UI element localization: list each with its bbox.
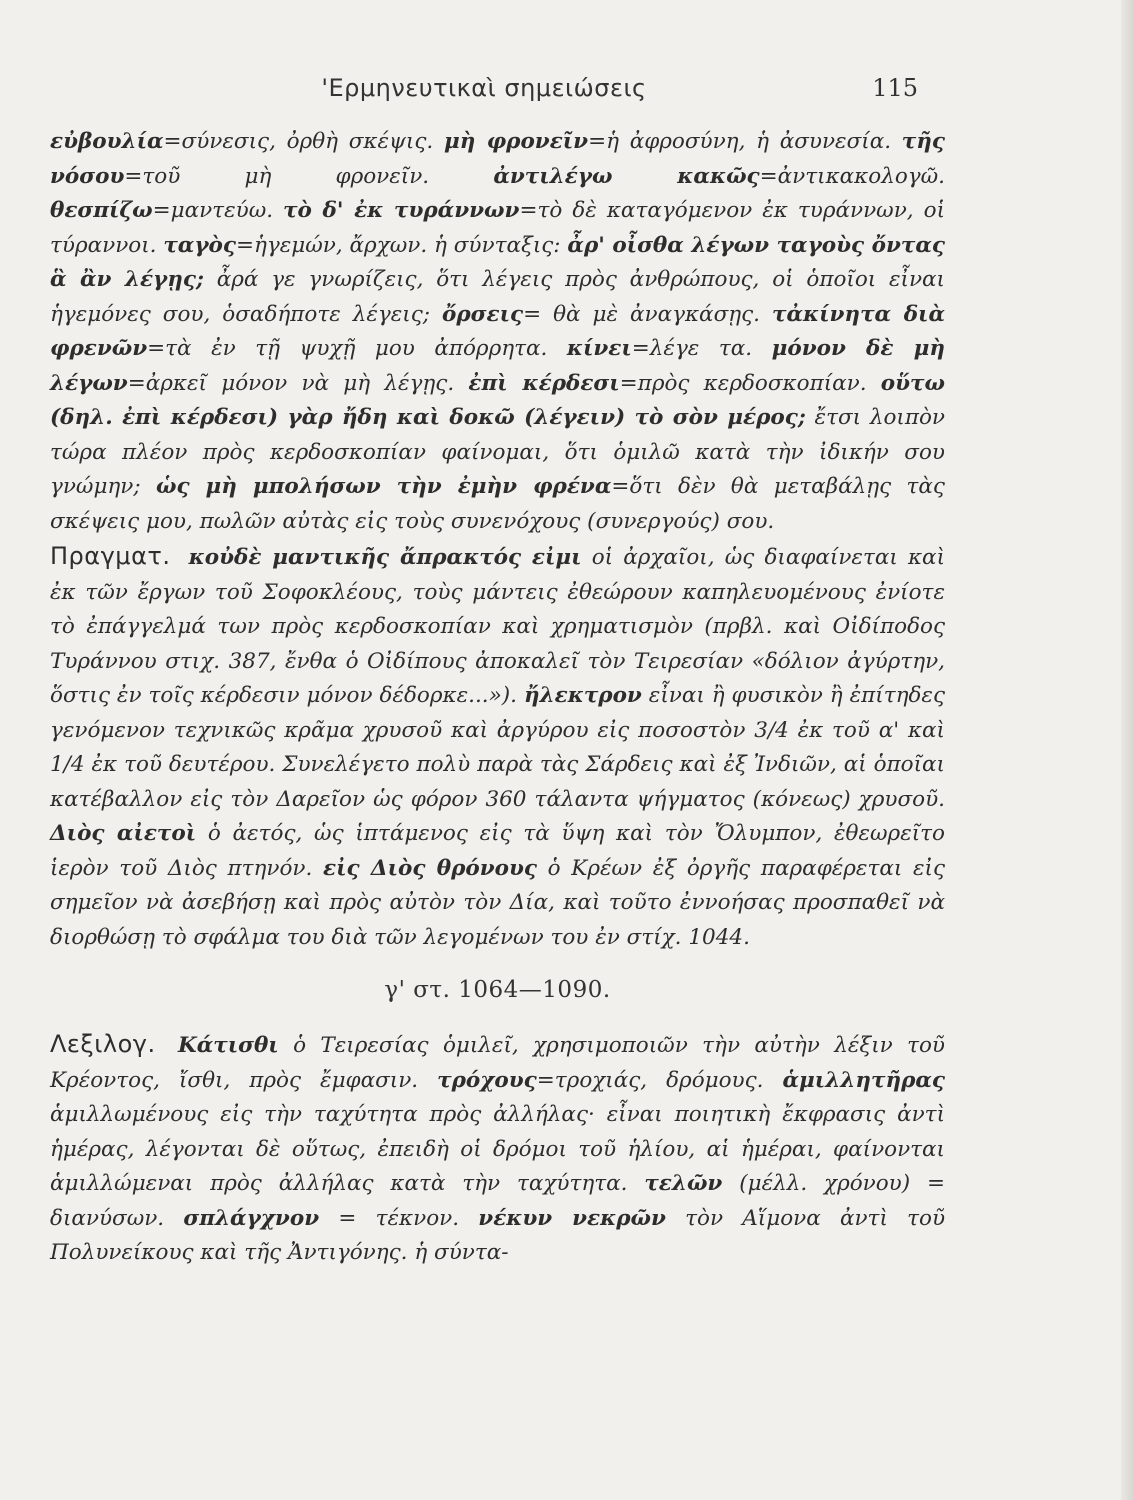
text-run: =λέγε τα. bbox=[631, 336, 772, 361]
bold-term: εἰς Διὸς θρόνους bbox=[323, 855, 537, 881]
text-run: ἔτσι λοιπὸν τώρα πλέον πρὸς κερδοσκοπίαν φαίνομαι, ὅτι ὁμιλῶ κατὰ τὴν ἰδικήν σου γνώμην; bbox=[50, 405, 945, 499]
bold-term: τελῶν bbox=[644, 1171, 723, 1196]
text-run: = τέκνον. bbox=[319, 1205, 479, 1231]
bold-term: κίνει bbox=[566, 336, 632, 361]
text-run: =τοῦ μὴ φρονεῖν. bbox=[124, 163, 494, 189]
bold-term: νέκυν νεκρῶν bbox=[478, 1205, 666, 1231]
bold-term: ἐπὶ κέρδεσι bbox=[468, 370, 620, 396]
text-run: τὸν Αἵμονα ἀντὶ τοῦ Πολυνείκους καὶ τῆς Ἀντιγόνης. ἡ σύντα- bbox=[50, 1205, 946, 1265]
text-run: =ἀρκεῖ μόνον νὰ μὴ λέγῃς. bbox=[127, 370, 469, 396]
running-title: 'Ερμηνευτικαὶ σημειώσεις bbox=[321, 74, 647, 102]
page-number: 115 bbox=[872, 74, 918, 102]
paragraph-lexicon bbox=[50, 1027, 945, 1271]
bold-term: ἀντιλέγω κακῶς bbox=[493, 163, 760, 189]
bold-term: μὴ φρονεῖν bbox=[443, 129, 589, 154]
text-run: ἆρά γε γνωρίζεις, ὅτι λέγεις πρὸς ἀνθρώπους, οἱ ὁποῖοι εἶναι ἡγεμόνες σου, ὁσαδήποτε λέγεις; bbox=[50, 267, 945, 327]
paragraph-lead-label: Λεξιλογ. bbox=[50, 1030, 156, 1058]
bold-term: Κάτισθι bbox=[178, 1033, 279, 1058]
section-title: γ' στ. 1064—1090. bbox=[384, 977, 611, 1003]
text-run: =τροχιάς, δρόμους. bbox=[536, 1067, 783, 1093]
text-run: =πρὸς κερδοσκοπίαν. bbox=[619, 370, 881, 396]
text-run: ὁ Κρέων ἐξ ὀργῆς παραφέρεται εἰς σημεῖον νὰ ἀσεβήσῃ καὶ πρὸς αὐτὸν τὸν Δία, καὶ τοῦτο ἐννοήσας προσπαθεῖ νὰ διορθώσῃ τὸ σφάλμα του διὰ τῶν λεγομένων του ἐν στίχ. 1044. bbox=[50, 855, 945, 950]
bold-term: ὡς μὴ μπολήσων τὴν ἐμὴν φρένα bbox=[155, 474, 612, 499]
text-run: ὁ ἀετός, ὡς ἱπτάμενος εἰς τὰ ὕψη καὶ τὸν Ὄλυμπον, ἐθεωρεῖτο ἱερὸν τοῦ Διὸς πτηνόν. bbox=[50, 821, 946, 881]
paragraph-vocabulary bbox=[50, 125, 945, 539]
bold-term: τἀκίνητα διὰ φρενῶν bbox=[50, 301, 945, 361]
page-header bbox=[50, 74, 918, 104]
text-run: (μέλλ. χρόνου) = διανύσων. bbox=[50, 1171, 945, 1231]
paragraph-lead-label: Πραγματ. bbox=[50, 542, 171, 570]
text-run: =σύνεσις, ὀρθὴ σκέψις. bbox=[163, 129, 444, 154]
bold-term: κοὐδὲ μαντικῆς ἄπρακτός εἰμι bbox=[188, 545, 582, 570]
text-run: οἱ ἀρχαῖοι, ὡς διαφαίνεται καὶ ἐκ τῶν ἔργων τοῦ Σοφοκλέους, τοὺς μάντεις ἐθεώρουν καπηλευομένους ἐνίοτε τὸ ἐπάγγελμά των πρὸς κερδοσκοπίαν καὶ χρηματισμὸν (πρβλ. καὶ Οἰδίποδος Τυράννου στιχ. 387, ἔνθα ὁ Οἰδίπους ἀποκαλεῖ τὸν Τειρεσίαν «δόλιον ἀγύρτην, ὅστις ἐν τοῖς κέρδεσιν μόνον δέδορκε...»). bbox=[50, 545, 946, 708]
text-run: =ἀντικακολογῶ. bbox=[759, 163, 946, 189]
text-run: =ἡγεμών, ἄρχων. ἡ σύνταξις: bbox=[235, 232, 568, 258]
bold-term: ταγὸς bbox=[163, 232, 236, 258]
text-run: =ὅτι δὲν θὰ μεταβάλῃς τὰς σκέψεις μου, πωλῶν αὐτὰς εἰς τοὺς συνενόχους (συνεργούς) σου. bbox=[50, 474, 945, 534]
text-run: =τὸ δὲ καταγόμενον ἐκ τυράννων, οἱ τύραννοι. bbox=[50, 198, 945, 258]
bold-term: τρόχους bbox=[437, 1067, 537, 1093]
bold-term: οὕτω (δηλ. ἐπὶ κέρδεσι) γὰρ ἤδη καὶ δοκῶ (λέγειν) τὸ σὸν μέρος; bbox=[50, 370, 945, 430]
text-run: ὁ Τειρεσίας ὁμιλεῖ, χρησιμοποιῶν τὴν αὐτὴν λέξιν τοῦ Κρέοντος, ἴσθι, πρὸς ἔμφασιν. bbox=[50, 1033, 945, 1093]
bold-term: τὸ δ' ἐκ τυράννων bbox=[283, 198, 520, 223]
text-run: =ἡ ἀφροσύνη, ἡ ἀσυνεσία. bbox=[588, 129, 902, 154]
bold-term: τῆς νόσου bbox=[50, 129, 945, 189]
bold-term: μόνον δὲ μὴ λέγων bbox=[50, 336, 945, 396]
text-run: =μαντεύω. bbox=[152, 198, 284, 223]
text-run: εἶναι ἢ φυσικὸν ἢ ἐπίτηδες γενόμενον τεχνικῶς κρᾶμα χρυσοῦ καὶ ἀργύρου εἰς ποσοστὸν 3/4 ἐκ τοῦ α' καὶ 1/4 ἐκ τοῦ δευτέρου. Συνελέγετο πολὺ παρὰ τὰς Σάρδεις καὶ ἐξ Ἰνδιῶν, αἱ ὁποῖαι κατέβαλλον εἰς τὸν Δαρεῖον ὡς φόρον 360 τάλαντα ψήγματος (κόνεως) χρυσοῦ. bbox=[50, 683, 945, 812]
bold-term: ἆρ' οἶσθα λέγων ταγοὺς ὄντας ἃ ἂν λέγῃς; bbox=[50, 232, 945, 292]
bold-term: ἁμιλλητῆρας bbox=[782, 1067, 946, 1093]
bold-term: ὄρσεις bbox=[442, 301, 524, 327]
body-text bbox=[50, 125, 945, 1271]
page-edge bbox=[1121, 0, 1133, 1500]
text-run: ἁμιλλωμένους εἰς τὴν ταχύτητα πρὸς ἀλλήλας· εἶναι ποιητικὴ ἔκφρασις ἀντὶ ἡμέρας, λέγονται δὲ οὕτως, ἐπειδὴ οἱ δρόμοι τοῦ ἡλίου, αἱ ἡμέραι, φαίνονται ἁμιλλώμεναι πρὸς ἀλλήλας κατὰ τὴν ταχύτητα. bbox=[50, 1102, 945, 1196]
bold-term: σπλάγχνον bbox=[183, 1205, 320, 1231]
paragraph-factual-notes bbox=[50, 539, 945, 955]
bold-term: ἤλεκτρον bbox=[523, 683, 642, 708]
text-run: =τὰ ἐν τῇ ψυχῇ μου ἀπόρρητα. bbox=[147, 336, 567, 361]
bold-term: θεσπίζω bbox=[50, 198, 153, 223]
bold-term: Διὸς αἰετοὶ bbox=[50, 821, 197, 846]
text-run: = θὰ μὲ ἀναγκάσῃς. bbox=[523, 301, 772, 327]
bold-term: εὐβουλία bbox=[50, 129, 164, 154]
